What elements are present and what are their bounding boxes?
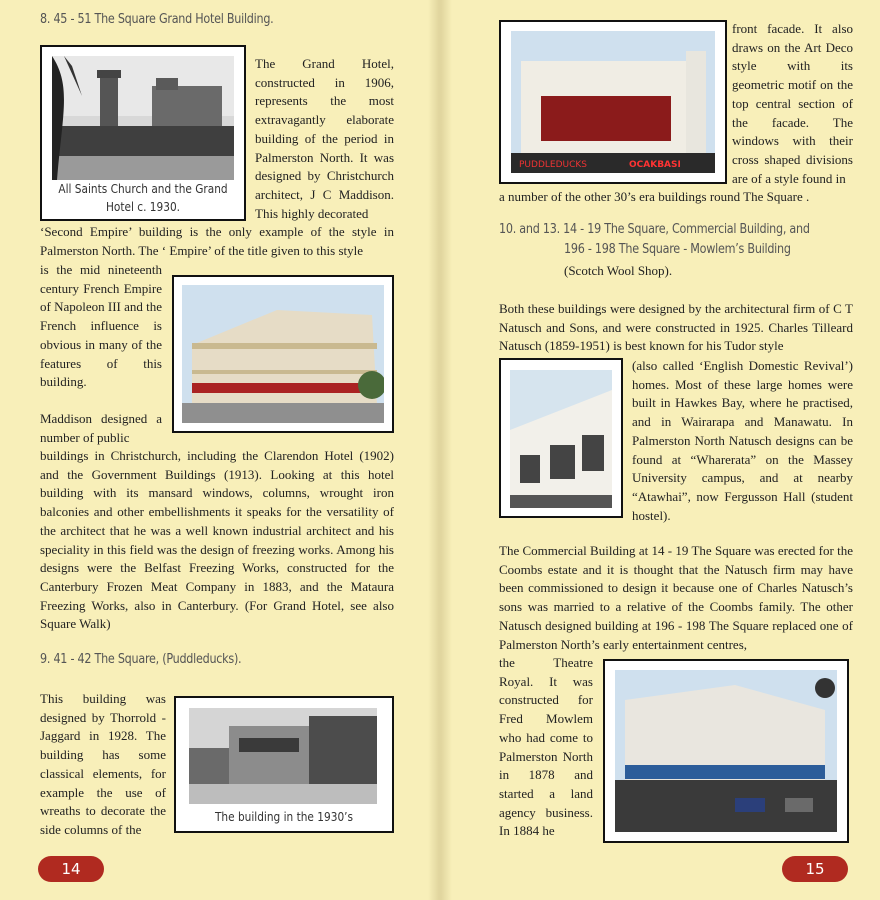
puddleducks-photo — [511, 31, 715, 173]
page-number: 15 — [782, 856, 848, 882]
grand-hotel-photo — [182, 285, 384, 423]
sign-ocakbasi: OCAKBASI — [629, 160, 681, 170]
photo-puddleducks-1930s — [174, 696, 394, 833]
maddison-text-1: Maddison designed a number of public — [40, 411, 162, 445]
photo-mowlems-building — [603, 659, 849, 843]
facade-text-2: a number of the other 30’s era buildings round The Square . — [499, 189, 810, 204]
page-number: 14 — [38, 856, 104, 882]
section-10-heading-line1: 10. and 13. 14 - 19 The Square, Commercial Building, and — [499, 222, 810, 237]
photo-puddleducks-current — [499, 20, 727, 184]
natusch-text-1: Both these buildings were designed by the architectural firm of C T Natusch and Sons, and were constructed in 1925. Charles Tilleard Natusch (1859-1951) is best known for his Tudor style — [499, 301, 853, 354]
mowlems-building-photo — [615, 670, 837, 832]
grand-hotel-text-3: is the mid nineteenth century French Empire of Napoleon III and the French influence is obvious in many of the features of this building. — [40, 262, 163, 390]
historic-photo-1930s — [189, 708, 377, 804]
sign-puddleducks: PUDDLEDUCKS — [519, 160, 587, 170]
maddison-text-2: buildings in Christchurch, including the Clarendon Hotel (1902) and the Government Buildings (1913). Looking at this hotel building with its mansard windows, columns, wrought iron balconies and other embellishments it speaks for the versatility of the architect that he was a well known industrial architect and his speciality in this field was the design of freezing works. Among his designs were the Belfast Freezing Works, constructed for the Canterbury Frozen Meat Company in 1883, and the Mataura Freezing Works, also in Canterbury. (For Grand Hotel, see also Square Walk) — [40, 448, 394, 632]
photo-caption: All Saints Church and the Grand Hotel c. 1930. — [58, 182, 228, 214]
photo-commercial-building — [499, 358, 623, 518]
commercial-building-photo — [510, 370, 612, 508]
mowlem-text: the Theatre Royal. It was constructed for Fred Mowlem who had come to Palmerston North in 1878 and started a land agency business. In 1884 he — [499, 655, 593, 839]
photo-all-saints-grand-hotel — [40, 45, 246, 221]
section-8-heading: 8. 45 - 51 The Square Grand Hotel Building. — [40, 12, 274, 27]
section-9-heading: 9. 41 - 42 The Square, (Puddleducks). — [40, 652, 242, 667]
grand-hotel-text-2: ‘Second Empire’ building is the only example of the style in Palmerston North. The ‘ Empire’ of the title given to this style — [40, 224, 394, 258]
grand-hotel-text-1: The Grand Hotel, constructed in 1906, represents the most extravagantly elaborate building of the period in Palmerston North. It was designed by Christchurch architect, J C Maddison. This highly decorated — [255, 56, 394, 221]
right-page — [440, 0, 880, 900]
historic-photo — [52, 56, 234, 180]
facade-text-1: front facade. It also draws on the Art Deco style with its geometric motif on the top central section of the facade. The windows with their cross shaped divisions are of a style found in — [732, 21, 853, 186]
commercial-text: The Commercial Building at 14 - 19 The Square was erected for the Coombs estate and it is thought that the Natusch firm may have been commissioned to design it because one of Charles Natusch’s sons was married to a relative of the Coombs family. The other Natusch designed building at 196 - 198 The Square replaced one of Palmerston North’s early entertainment centres, — [499, 543, 853, 652]
photo-caption: The building in the 1930’s — [214, 810, 354, 824]
photo-grand-hotel — [172, 275, 394, 433]
puddleducks-text: This building was designed by Thorrold - Jaggard in 1928. The building has some classical elements, for example the use of wreaths to decorate the side columns of the — [40, 691, 166, 837]
book-gutter — [428, 0, 452, 900]
section-10-subheading: (Scotch Wool Shop). — [564, 263, 673, 278]
section-10-heading-line2: 196 - 198 The Square - Mowlem’s Building — [564, 242, 791, 257]
natusch-text-2: (also called ‘English Domestic Revival’) homes. Most of these large homes were built in Hawkes Bay, where he practised, and in Wairarapa and Manawatu. In Palmerston North Natusch designs can be found at “Wharerata” on the Massey University campus, and at nearby “Atawhai”, now Fergusson Hall (student hostel). — [632, 358, 853, 523]
